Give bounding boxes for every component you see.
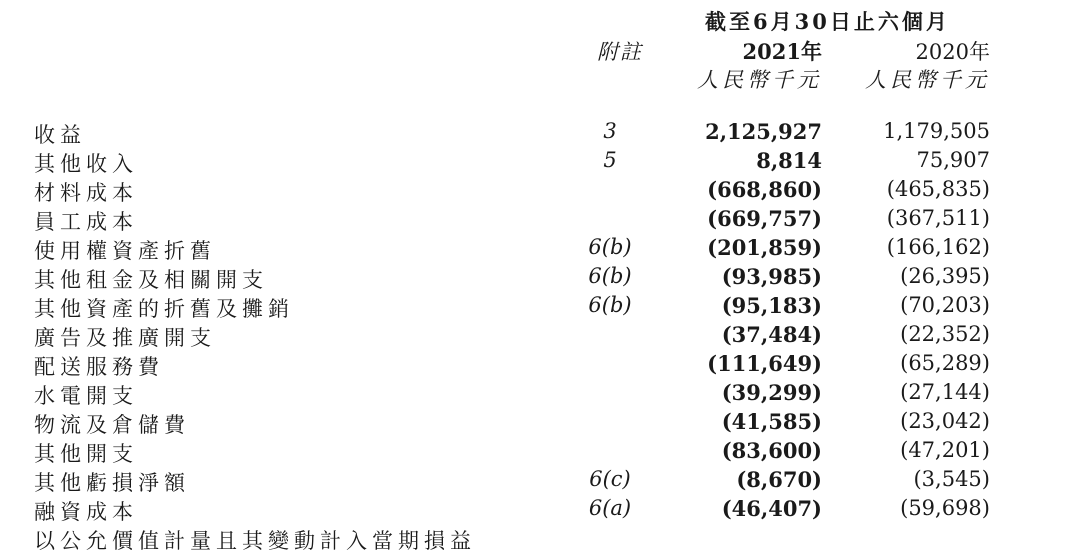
row-value-2020: (3,545): [913, 467, 990, 491]
row-value-2021: 8,814: [756, 148, 822, 173]
row-label: 收益: [34, 123, 86, 147]
table-row: [0, 262, 1080, 291]
row-value-2021: (46,407): [721, 496, 822, 521]
row-label: 使用權資產折舊: [34, 239, 216, 263]
prior-unit-header: 人民幣千元: [865, 68, 990, 92]
row-value-2021: (111,649): [707, 351, 822, 376]
current-year-header: 2021年: [742, 39, 822, 64]
row-note: 3: [603, 119, 617, 143]
row-value-2020: (26,395): [900, 264, 990, 288]
row-value-2021: (95,183): [721, 293, 822, 318]
row-value-2020: (23,042): [900, 409, 990, 433]
row-label: 材料成本: [34, 181, 138, 205]
row-note: 5: [603, 148, 617, 172]
row-label: 物流及倉儲費: [34, 413, 190, 437]
table-row: [0, 146, 1080, 175]
row-value-2020: (465,835): [886, 177, 990, 201]
row-value-2021: 2,125,927: [705, 119, 822, 144]
row-value-2021: (669,757): [707, 206, 822, 231]
row-note: 6(a): [588, 496, 632, 520]
row-value-2021: (83,600): [721, 438, 822, 463]
table-row: [0, 117, 1080, 146]
row-label: 水電開支: [34, 384, 138, 408]
row-value-2020: (65,289): [900, 351, 990, 375]
table-row: [0, 204, 1080, 233]
current-unit-header: 人民幣千元: [697, 68, 822, 92]
table-row: [0, 378, 1080, 407]
row-value-2020: (59,698): [900, 496, 990, 520]
table-row: [0, 349, 1080, 378]
row-value-2020: (27,144): [900, 380, 990, 404]
table-row: [0, 320, 1080, 349]
table-row: [0, 465, 1080, 494]
prior-year-header: 2020年: [915, 40, 990, 64]
row-note: 6(b): [588, 293, 632, 317]
row-value-2020: 1,179,505: [883, 119, 990, 143]
row-value-2021: (668,860): [707, 177, 822, 202]
table-row: [0, 436, 1080, 465]
row-label: 其他租金及相關開支: [34, 268, 268, 292]
row-label: 廣告及推廣開支: [34, 326, 216, 350]
row-value-2021: (8,670): [736, 467, 822, 492]
note-column-header: 附註: [597, 40, 643, 64]
row-note: 6(b): [588, 264, 632, 288]
row-value-2020: 75,907: [916, 148, 990, 172]
row-label: 其他虧損淨額: [34, 471, 190, 495]
row-label: 其他收入: [34, 152, 138, 176]
table-row: [0, 523, 1080, 552]
row-value-2021: (201,859): [707, 235, 822, 260]
income-statement-table: [0, 117, 1080, 552]
period-header: 截至6月30日止六個月: [705, 9, 950, 34]
row-label: 以公允價值計量且其變動計入當期損益: [34, 529, 476, 553]
row-value-2020: (70,203): [900, 293, 990, 317]
row-value-2020: (166,162): [886, 235, 990, 259]
row-label: 配送服務費: [34, 355, 164, 379]
row-label: 員工成本: [34, 210, 138, 234]
row-value-2021: (93,985): [721, 264, 822, 289]
table-row: [0, 233, 1080, 262]
row-label: 其他開支: [34, 442, 138, 466]
row-note: 6(c): [589, 467, 631, 491]
row-value-2020: (367,511): [886, 206, 990, 230]
table-row: [0, 291, 1080, 320]
table-row: [0, 407, 1080, 436]
row-value-2020: (47,201): [900, 438, 990, 462]
table-row: [0, 175, 1080, 204]
row-value-2021: (37,484): [721, 322, 822, 347]
row-label: 其他資產的折舊及攤銷: [34, 297, 294, 321]
row-note: 6(b): [588, 235, 632, 259]
row-label: 融資成本: [34, 500, 138, 524]
row-value-2021: (41,585): [721, 409, 822, 434]
table-row: [0, 494, 1080, 523]
row-value-2020: (22,352): [900, 322, 990, 346]
row-value-2021: (39,299): [721, 380, 822, 405]
